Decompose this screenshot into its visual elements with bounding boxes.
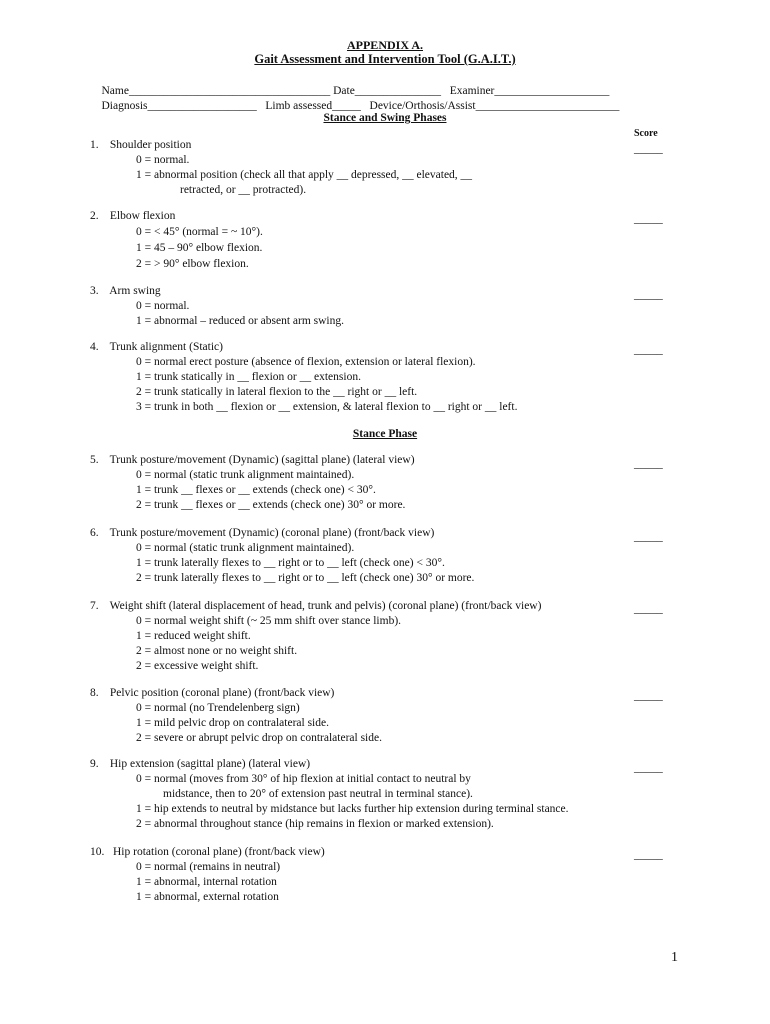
option: 2 = trunk laterally flexes to __ right or to __ left (check one) 30° or more. <box>136 572 475 584</box>
option: 1 = trunk laterally flexes to __ right or to __ left (check one) < 30°. <box>136 557 445 569</box>
item-label: Trunk posture/movement (Dynamic) (sagittal plane) (lateral view) <box>109 454 415 466</box>
option: 1 = abnormal, external rotation <box>136 891 279 903</box>
option: 2 = excessive weight shift. <box>136 660 259 672</box>
option: 2 = trunk __ flexes or __ extends (check one) 30° or more. <box>136 499 406 511</box>
item-label: Weight shift (lateral displacement of head, trunk and pelvis) (coronal plane) (front/back view) <box>109 600 542 612</box>
item-elbow-flexion <box>90 209 650 272</box>
item-hip-rotation <box>90 845 650 905</box>
item-weight-shift <box>90 599 650 674</box>
item-number: 7. <box>90 600 99 612</box>
item-shoulder-position <box>90 138 650 198</box>
item-pelvic-position <box>90 686 650 746</box>
item-number: 2. <box>90 210 99 222</box>
option: 1 = abnormal, internal rotation <box>136 876 277 888</box>
option: 0 = normal weight shift (~ 25 mm shift over stance limb). <box>136 615 402 627</box>
option: 1 = 45 – 90° elbow flexion. <box>136 242 263 254</box>
option: 0 = normal. <box>136 154 190 166</box>
item-label: Elbow flexion <box>109 210 176 222</box>
option: 0 = normal. <box>136 300 190 312</box>
item-number: 1. <box>90 139 99 151</box>
option: 0 = normal erect posture (absence of flexion, extension or lateral flexion). <box>136 356 476 368</box>
limb-assessed-field[interactable]: Limb assessed_____ <box>265 100 361 112</box>
page-number: 1 <box>671 950 678 965</box>
item-title <box>90 526 650 541</box>
item-title <box>90 340 650 355</box>
option: 0 = < 45° (normal = ~ 10°). <box>136 226 263 238</box>
score-blank-1[interactable]: _____ <box>634 143 663 155</box>
device-field[interactable]: Device/Orthosis/Assist_________________________ <box>369 100 620 112</box>
item-title <box>90 453 650 468</box>
item-title <box>90 599 650 614</box>
item-number: 8. <box>90 687 99 699</box>
item-number: 10. <box>90 846 105 858</box>
option: 1 = abnormal position (check all that apply __ depressed, __ elevated, __ <box>136 169 473 181</box>
option: 0 = normal (remains in neutral) <box>136 861 281 873</box>
item-label: Pelvic position (coronal plane) (front/back view) <box>109 687 335 699</box>
option: 3 = trunk in both __ flexion or __ extension, & lateral flexion to __ right or __ left. <box>136 401 518 413</box>
date-field[interactable]: Date_______________ <box>333 85 442 97</box>
item-number: 5. <box>90 454 99 466</box>
item-number: 3. <box>90 285 99 297</box>
section-heading-stance: Stance Phase <box>352 428 418 440</box>
examiner-field[interactable]: Examiner____________________ <box>449 85 610 97</box>
score-blank-8[interactable]: _____ <box>634 690 663 702</box>
item-label: Shoulder position <box>109 139 192 151</box>
document-title: Gait Assessment and Intervention Tool (G.A.I.T.) <box>254 52 516 66</box>
option: 2 = severe or abrupt pelvic drop on contralateral side. <box>136 732 382 744</box>
appendix-heading: APPENDIX A. <box>346 38 423 52</box>
option-continued: midstance, then to 20° of extension past neutral in terminal stance). <box>163 788 473 800</box>
item-trunk-posture-sagittal <box>90 453 650 513</box>
item-hip-extension <box>90 757 650 832</box>
option-continued: retracted, or __ protracted). <box>180 184 307 196</box>
item-label: Hip extension (sagittal plane) (lateral view) <box>109 758 311 770</box>
item-arm-swing <box>90 284 650 329</box>
item-number: 6. <box>90 527 99 539</box>
option: 1 = mild pelvic drop on contralateral side. <box>136 717 329 729</box>
item-title <box>90 284 650 299</box>
score-column-label: Score <box>634 128 658 139</box>
item-title <box>90 757 650 772</box>
option: 1 = hip extends to neutral by midstance but lacks further hip extension during terminal stance. <box>136 803 569 815</box>
option: 2 = almost none or no weight shift. <box>136 645 298 657</box>
score-blank-7[interactable]: _____ <box>634 603 663 615</box>
option: 0 = normal (no Trendelenberg sign) <box>136 702 300 714</box>
item-title <box>90 686 650 701</box>
section-heading-stance-swing: Stance and Swing Phases <box>323 112 447 124</box>
option: 1 = abnormal – reduced or absent arm swing. <box>136 315 344 327</box>
item-trunk-alignment-static <box>90 340 650 415</box>
item-number: 4. <box>90 341 99 353</box>
diagnosis-field[interactable]: Diagnosis___________________ <box>101 100 257 112</box>
option: 1 = trunk __ flexes or __ extends (check one) < 30°. <box>136 484 376 496</box>
option: 0 = normal (static trunk alignment maintained). <box>136 469 355 481</box>
score-blank-10[interactable]: _____ <box>634 849 663 861</box>
item-title <box>90 138 650 153</box>
name-field[interactable]: Name___________________________________ <box>101 85 331 97</box>
option: 0 = normal (moves from 30° of hip flexion at initial contact to neutral by <box>136 773 471 785</box>
score-blank-9[interactable]: _____ <box>634 762 663 774</box>
score-blank-6[interactable]: _____ <box>634 531 663 543</box>
item-trunk-posture-coronal <box>90 526 650 586</box>
option: 2 = trunk statically in lateral flexion to the __ right or __ left. <box>136 386 418 398</box>
item-label: Hip rotation (coronal plane) (front/back view) <box>113 846 325 858</box>
item-number: 9. <box>90 758 99 770</box>
item-label: Trunk posture/movement (Dynamic) (coronal plane) (front/back view) <box>109 527 435 539</box>
option: 2 = abnormal throughout stance (hip remains in flexion or marked extension). <box>136 818 494 830</box>
item-title <box>90 845 650 860</box>
option: 1 = trunk statically in __ flexion or __ extension. <box>136 371 361 383</box>
score-blank-5[interactable]: _____ <box>634 458 663 470</box>
score-blank-4[interactable]: _____ <box>634 344 663 356</box>
option: 1 = reduced weight shift. <box>136 630 251 642</box>
item-label: Arm swing <box>109 285 161 297</box>
option: 0 = normal (static trunk alignment maintained). <box>136 542 355 554</box>
score-blank-2[interactable]: _____ <box>634 213 663 225</box>
item-title <box>90 209 650 224</box>
option: 2 = > 90° elbow flexion. <box>136 258 249 270</box>
score-blank-3[interactable]: _____ <box>634 289 663 301</box>
item-label: Trunk alignment (Static) <box>109 341 223 353</box>
